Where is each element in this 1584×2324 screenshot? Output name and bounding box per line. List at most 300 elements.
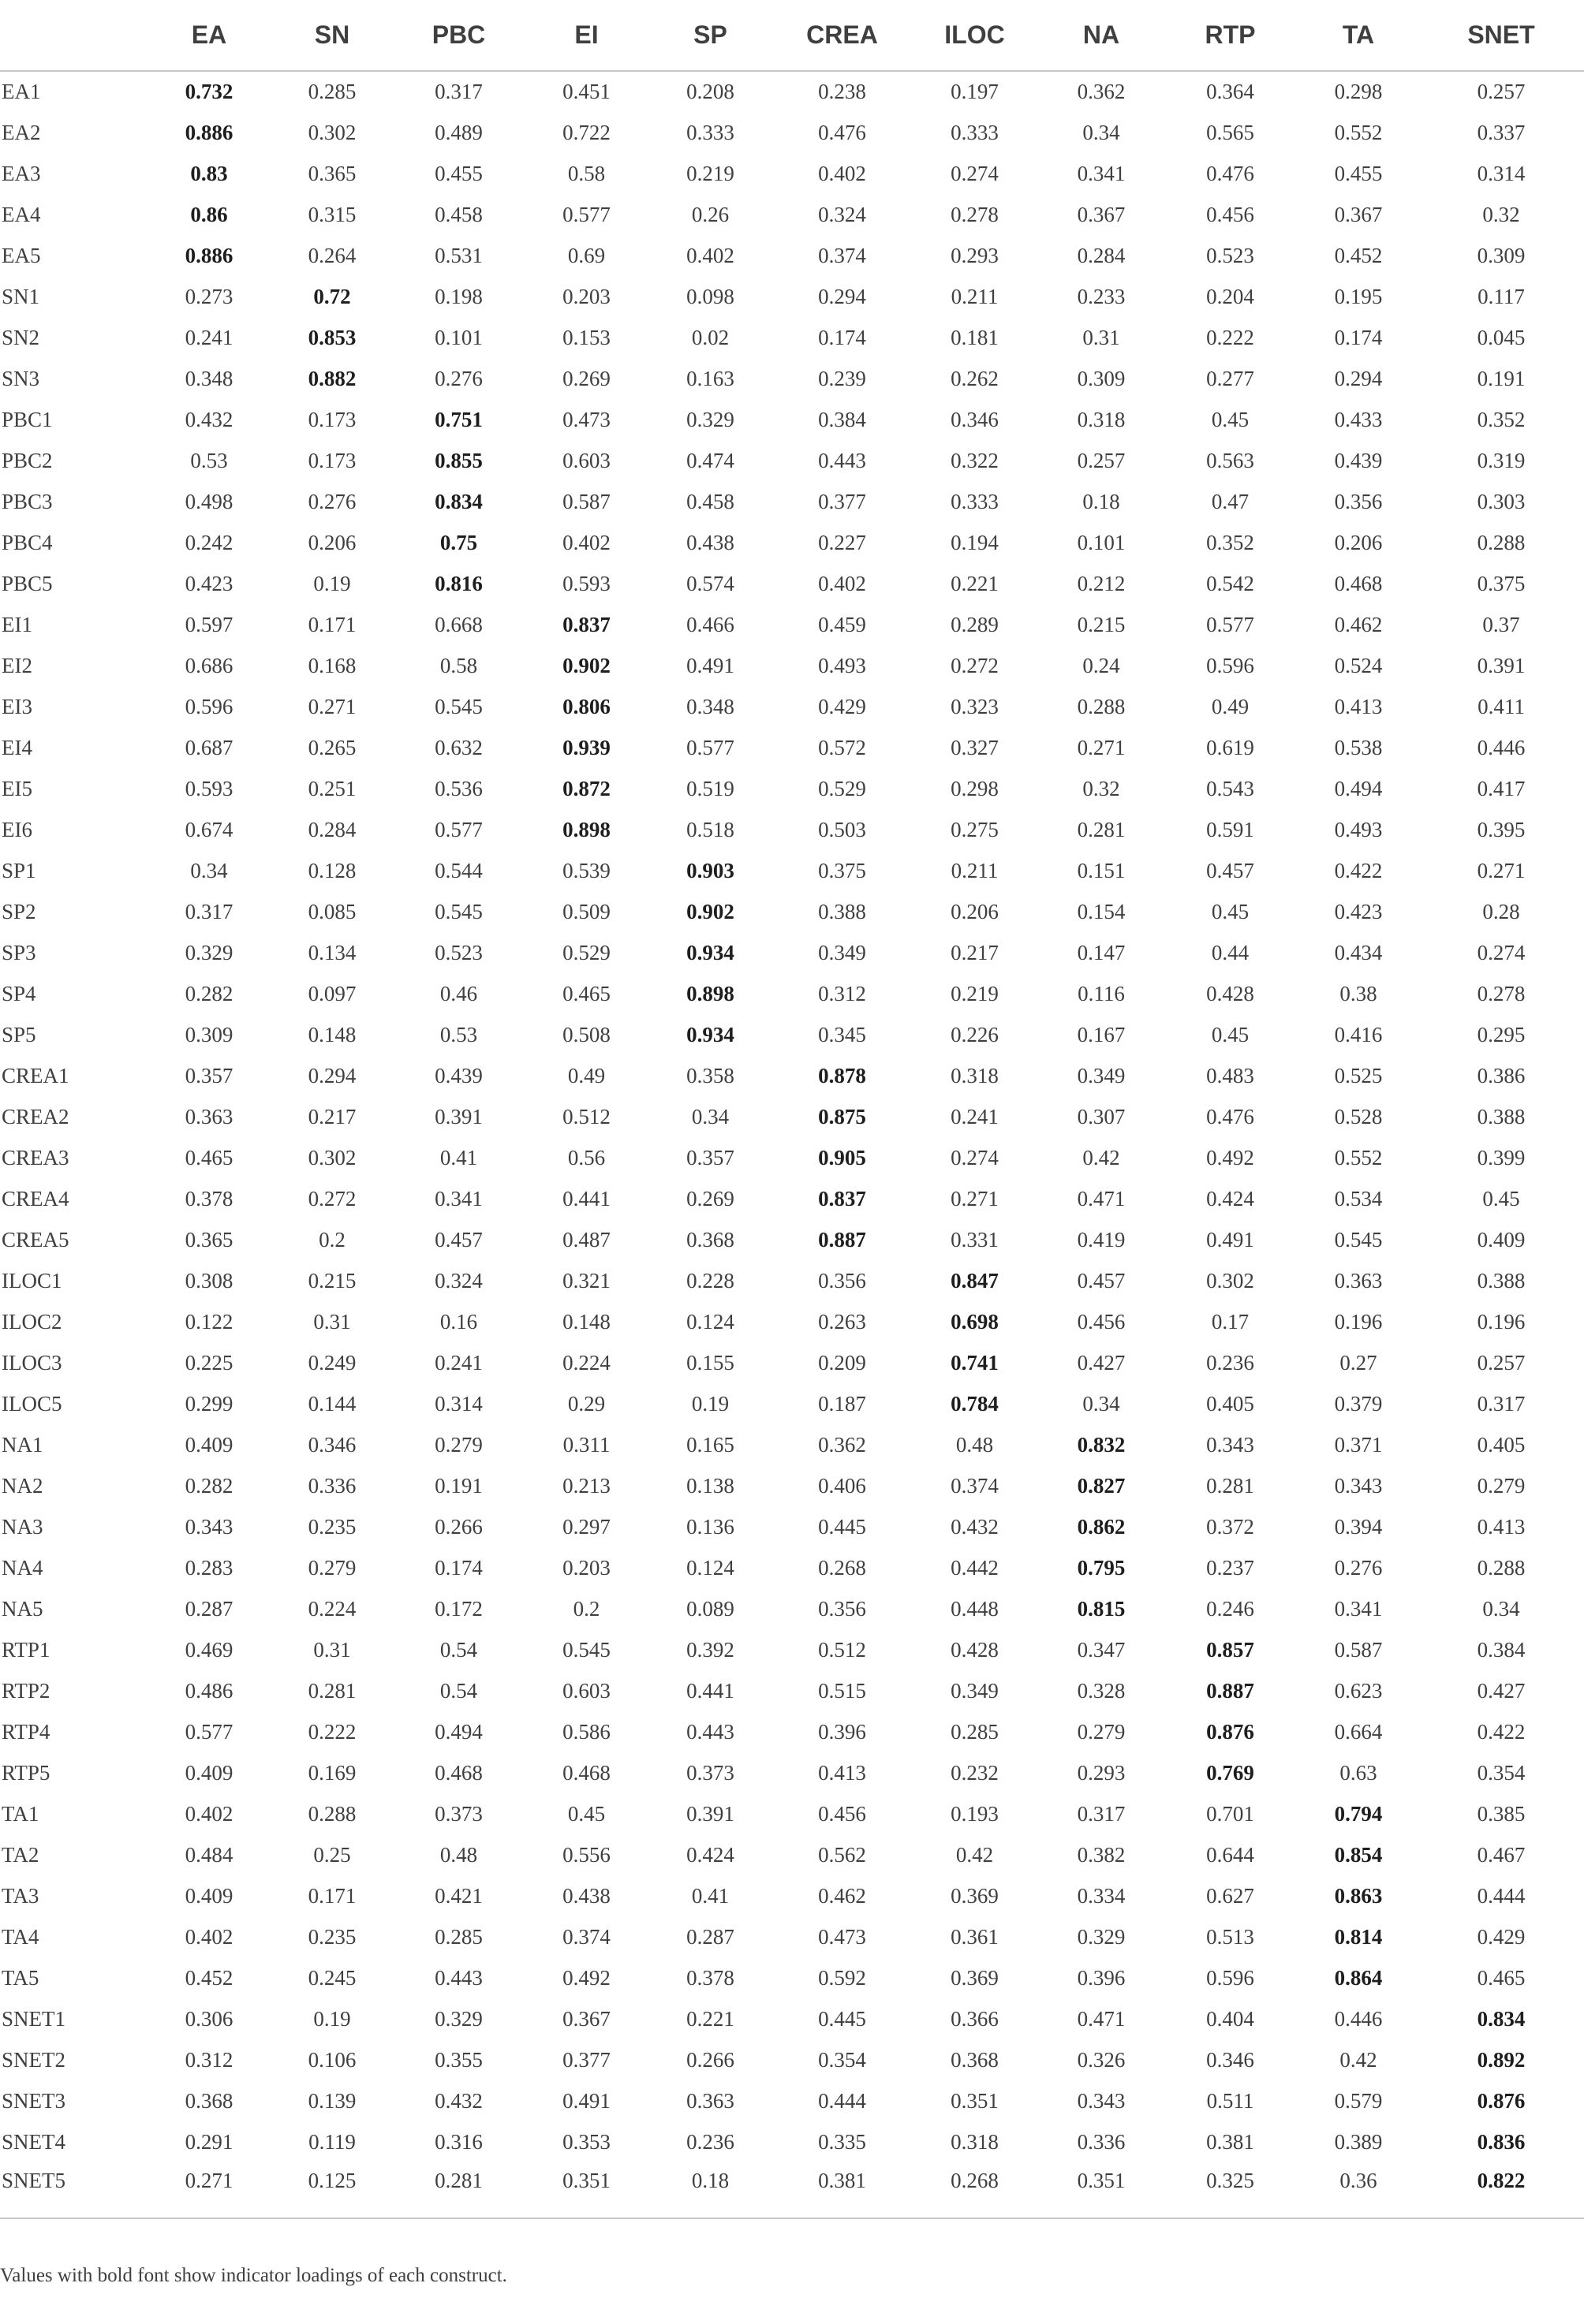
cross-loading-cell: 0.348 [185, 366, 233, 390]
cross-loading-cell: 0.491 [1206, 1227, 1254, 1252]
indicator-loading-cell: 0.784 [951, 1391, 999, 1416]
cross-loading-cell: 0.373 [435, 1801, 483, 1826]
cross-loading-cell: 0.249 [308, 1350, 357, 1375]
cross-loading-cell: 0.239 [818, 366, 866, 390]
table-row [0, 1424, 1584, 1465]
cross-loading-cell: 0.493 [1334, 817, 1383, 841]
cross-loading-cell: 0.287 [686, 1924, 734, 1949]
cross-loading-cell: 0.427 [1477, 1678, 1526, 1703]
table-row [0, 1547, 1584, 1588]
row-label: NA3 [2, 1514, 43, 1539]
cross-loading-cell: 0.579 [1334, 2088, 1383, 2113]
cross-loading-cell: 0.399 [1477, 1145, 1526, 1169]
table-row [0, 1670, 1584, 1711]
cross-loading-cell: 0.444 [1477, 1883, 1526, 1908]
cross-loading-cell: 0.251 [308, 776, 357, 800]
cross-loading-cell: 0.204 [1206, 284, 1254, 308]
cross-loading-cell: 0.352 [1477, 407, 1526, 431]
cross-loading-cell: 0.16 [439, 1309, 478, 1334]
cross-loading-cell: 0.045 [1477, 325, 1526, 349]
cross-loading-cell: 0.439 [1334, 448, 1383, 472]
indicator-loading-cell: 0.862 [1077, 1514, 1126, 1539]
cross-loading-cell: 0.364 [1206, 80, 1254, 103]
cross-loading-cell: 0.343 [185, 1514, 233, 1539]
cross-loading-cell: 0.356 [818, 1268, 866, 1293]
cross-loading-cell: 0.268 [818, 1555, 866, 1580]
cross-loading-cell: 0.379 [1334, 1391, 1383, 1416]
cross-loading-cell: 0.644 [1206, 1842, 1254, 1867]
row-label: SNET3 [2, 2088, 65, 2113]
cross-loading-cell: 0.552 [1334, 120, 1383, 144]
cross-loading-cell: 0.373 [686, 1760, 734, 1785]
cross-loading-cell: 0.311 [562, 1432, 611, 1457]
cross-loading-cell: 0.524 [1334, 653, 1383, 677]
cross-loading-cell: 0.236 [1206, 1350, 1254, 1375]
row-label: TA4 [2, 1924, 39, 1949]
cross-loading-cell: 0.318 [951, 2129, 999, 2154]
cross-loading-cell: 0.224 [562, 1350, 611, 1375]
cross-loading-cell: 0.32 [1082, 776, 1120, 800]
row-label: SN1 [2, 284, 40, 308]
cross-loading-cell: 0.577 [185, 1719, 233, 1744]
row-label: EI4 [2, 735, 32, 759]
cross-loading-cell: 0.317 [435, 80, 483, 103]
indicator-loading-cell: 0.837 [818, 1186, 866, 1210]
cross-loading-cell: 0.298 [951, 776, 999, 800]
cross-loading-cell: 0.577 [562, 202, 611, 226]
indicator-loading-cell: 0.887 [1206, 1678, 1254, 1703]
cross-loading-cell: 0.512 [818, 1637, 866, 1662]
cross-loading-cell: 0.375 [1477, 571, 1526, 595]
table-row [0, 317, 1584, 358]
cross-loading-cell: 0.168 [308, 653, 357, 677]
cross-loading-cell: 0.272 [951, 653, 999, 677]
cross-loading-cell: 0.333 [951, 120, 999, 144]
cross-loading-cell: 0.363 [686, 2088, 734, 2113]
cross-loading-cell: 0.333 [951, 489, 999, 513]
cross-loading-cell: 0.278 [951, 202, 999, 226]
cross-loading-cell: 0.263 [818, 1309, 866, 1334]
cross-loading-cell: 0.448 [951, 1596, 999, 1621]
cross-loading-cell: 0.34 [190, 858, 228, 882]
cross-loading-cell: 0.353 [562, 2129, 611, 2154]
cross-loading-cell: 0.574 [686, 571, 734, 595]
cross-loading-cell: 0.38 [1339, 981, 1377, 1005]
cross-loading-cell: 0.271 [1477, 858, 1526, 882]
row-label: SP3 [2, 940, 36, 964]
cross-loading-cell: 0.281 [1077, 817, 1126, 841]
cross-loading-cell: 0.484 [185, 1842, 233, 1867]
cross-loading-cell: 0.317 [1477, 1391, 1526, 1416]
cross-loading-cell: 0.409 [1477, 1227, 1526, 1252]
cross-loading-cell: 0.41 [439, 1145, 478, 1169]
cross-loading-cell: 0.203 [562, 1555, 611, 1580]
cross-loading-cell: 0.298 [1334, 80, 1383, 103]
cross-loading-cell: 0.349 [951, 1678, 999, 1703]
cross-loading-cell: 0.122 [185, 1309, 233, 1334]
cross-loading-cell: 0.363 [185, 1104, 233, 1128]
cross-loading-cell: 0.384 [818, 407, 866, 431]
table-row [0, 768, 1584, 809]
cross-loading-cell: 0.466 [686, 612, 734, 636]
cross-loading-cell: 0.468 [1334, 571, 1383, 595]
cross-loading-cell: 0.592 [818, 1965, 866, 1990]
cross-loading-cell: 0.603 [562, 1678, 611, 1703]
cross-loading-cell: 0.374 [818, 243, 866, 267]
cross-loading-cell: 0.18 [1082, 489, 1120, 513]
row-label: CREA3 [2, 1145, 69, 1169]
cross-loading-cell: 0.47 [1211, 489, 1250, 513]
cross-loading-cell: 0.271 [308, 694, 357, 718]
cross-loading-cell: 0.273 [185, 284, 233, 308]
cross-loading-cell: 0.355 [435, 2047, 483, 2072]
cross-loading-cell: 0.154 [1077, 899, 1126, 923]
cross-loading-cell: 0.381 [818, 2168, 866, 2192]
cross-loading-cell: 0.276 [1334, 1555, 1383, 1580]
cross-loading-cell: 0.187 [818, 1391, 866, 1416]
cross-loading-cell: 0.442 [951, 1555, 999, 1580]
cross-loading-cell: 0.18 [691, 2168, 730, 2192]
cross-loading-cell: 0.452 [1334, 243, 1383, 267]
cross-loading-cell: 0.623 [1334, 1678, 1383, 1703]
cross-loading-cell: 0.314 [435, 1391, 483, 1416]
row-label: EA1 [2, 80, 41, 103]
cross-loading-cell: 0.529 [818, 776, 866, 800]
cross-loading-cell: 0.246 [1206, 1596, 1254, 1621]
cross-loading-cell: 0.285 [435, 1924, 483, 1949]
column-header-crea: CREA [775, 0, 909, 71]
cross-loading-cell: 0.531 [435, 243, 483, 267]
cross-loading-cell: 0.36 [1339, 2168, 1377, 2192]
cross-loading-cell: 0.193 [951, 1801, 999, 1826]
row-label: EI3 [2, 694, 32, 718]
cross-loading-cell: 0.17 [1211, 1309, 1250, 1334]
cross-loading-cell: 0.333 [686, 120, 734, 144]
cross-loading-cell: 0.446 [1334, 2006, 1383, 2031]
cross-loading-cell: 0.297 [562, 1514, 611, 1539]
cross-loading-cell: 0.101 [435, 325, 483, 349]
cross-loading-cell: 0.237 [1206, 1555, 1254, 1580]
cross-loading-cell: 0.445 [818, 2006, 866, 2031]
cross-loading-cell: 0.299 [185, 1391, 233, 1416]
cross-loading-cell: 0.219 [686, 161, 734, 185]
cross-loading-cell: 0.458 [435, 202, 483, 226]
column-header-pbc: PBC [390, 0, 528, 71]
cross-loading-cell: 0.511 [1206, 2088, 1254, 2113]
cross-loading-cell: 0.596 [185, 694, 233, 718]
cross-loading-cell: 0.577 [1206, 612, 1254, 636]
cross-loading-cell: 0.24 [1082, 653, 1120, 677]
cross-loading-cell: 0.098 [686, 284, 734, 308]
indicator-loading-cell: 0.814 [1334, 1924, 1383, 1949]
indicator-loading-cell: 0.822 [1477, 2168, 1526, 2192]
cross-loading-cell: 0.262 [951, 366, 999, 390]
indicator-loading-cell: 0.815 [1077, 1596, 1126, 1621]
cross-loading-cell: 0.423 [1334, 899, 1383, 923]
cross-loading-cell: 0.341 [435, 1186, 483, 1210]
cross-loading-cell: 0.203 [562, 284, 611, 308]
cross-loading-cell: 0.221 [686, 2006, 734, 2031]
cross-loading-cell: 0.327 [951, 735, 999, 759]
row-label: RTP2 [2, 1678, 50, 1703]
cross-loading-cell: 0.172 [435, 1596, 483, 1621]
table-row [0, 153, 1584, 194]
cross-loading-cell: 0.315 [308, 202, 357, 226]
cross-loading-cell: 0.174 [435, 1555, 483, 1580]
table-row [0, 1342, 1584, 1383]
column-header-na: NA [1040, 0, 1162, 71]
cross-loading-cell: 0.462 [1334, 612, 1383, 636]
cross-loading-cell: 0.503 [818, 817, 866, 841]
cross-loading-cell: 0.377 [562, 2047, 611, 2072]
cross-loading-cell: 0.534 [1334, 1186, 1383, 1210]
cross-loading-cell: 0.428 [1206, 981, 1254, 1005]
cross-loading-cell: 0.285 [308, 80, 357, 103]
cross-loading-cell: 0.321 [562, 1268, 611, 1293]
header-row [0, 0, 1584, 71]
cross-loading-cell: 0.417 [1477, 776, 1526, 800]
cross-loading-cell: 0.128 [308, 858, 357, 882]
cross-loading-cell: 0.402 [185, 1924, 233, 1949]
cross-loading-cell: 0.228 [686, 1268, 734, 1293]
cross-loading-cell: 0.357 [185, 1063, 233, 1087]
indicator-loading-cell: 0.886 [185, 243, 233, 267]
cross-loading-cell: 0.356 [1334, 489, 1383, 513]
indicator-loading-cell: 0.878 [818, 1063, 866, 1087]
cross-loading-cell: 0.206 [951, 899, 999, 923]
cross-loading-cell: 0.424 [1206, 1186, 1254, 1210]
cross-loading-cell: 0.462 [818, 1883, 866, 1908]
row-label: SP5 [2, 1022, 36, 1046]
cross-loading-cell: 0.456 [818, 1801, 866, 1826]
cross-loading-cell: 0.42 [1082, 1145, 1120, 1169]
cross-loading-cell: 0.474 [686, 448, 734, 472]
row-label: CREA5 [2, 1227, 69, 1252]
cross-loading-cell: 0.171 [308, 612, 357, 636]
cross-loading-cell: 0.196 [1334, 1309, 1383, 1334]
indicator-loading-cell: 0.86 [190, 202, 228, 226]
cross-loading-cell: 0.596 [1206, 1965, 1254, 1990]
cross-loading-cell: 0.02 [691, 325, 730, 349]
cross-loading-cell: 0.542 [1206, 571, 1254, 595]
cross-loading-cell: 0.388 [1477, 1268, 1526, 1293]
cross-loading-cell: 0.445 [818, 1514, 866, 1539]
cross-loading-cell: 0.346 [1206, 2047, 1254, 2072]
cross-loading-cell: 0.276 [435, 366, 483, 390]
cross-loading-cell: 0.369 [951, 1883, 999, 1908]
cross-loading-cell: 0.206 [308, 530, 357, 554]
cross-loading-cell: 0.518 [686, 817, 734, 841]
cross-loading-cell: 0.56 [567, 1145, 606, 1169]
cross-loading-cell: 0.596 [1206, 653, 1254, 677]
cross-loading-cell: 0.279 [1477, 1473, 1526, 1498]
table-row [0, 235, 1584, 276]
indicator-loading-cell: 0.769 [1206, 1760, 1254, 1785]
cross-loading-cell: 0.271 [185, 2168, 233, 2192]
indicator-loading-cell: 0.902 [686, 899, 734, 923]
cross-loading-cell: 0.545 [435, 899, 483, 923]
table-footnote: Values with bold font show indicator loadings of each construct. [0, 2265, 507, 2286]
row-label: CREA2 [2, 1104, 69, 1128]
cross-loading-cell: 0.41 [691, 1883, 730, 1908]
cross-loading-cell: 0.391 [1477, 653, 1526, 677]
cross-loading-cell: 0.303 [1477, 489, 1526, 513]
cross-loading-cell: 0.331 [951, 1227, 999, 1252]
cross-loading-cell: 0.722 [562, 120, 611, 144]
table-row [0, 1875, 1584, 1916]
cross-loading-cell: 0.324 [435, 1268, 483, 1293]
row-label: ILOC3 [2, 1350, 62, 1375]
row-label: EI5 [2, 776, 32, 800]
cross-loading-cell: 0.356 [818, 1596, 866, 1621]
indicator-loading-cell: 0.905 [818, 1145, 866, 1169]
cross-loading-cell: 0.283 [185, 1555, 233, 1580]
cross-loading-cell: 0.224 [308, 1596, 357, 1621]
table-row [0, 850, 1584, 891]
cross-loading-cell: 0.565 [1206, 120, 1254, 144]
cross-loading-cell: 0.272 [308, 1186, 357, 1210]
column-header-ei: EI [528, 0, 645, 71]
cross-loading-cell: 0.148 [308, 1022, 357, 1046]
cross-loading-cell: 0.19 [313, 2006, 351, 2031]
cross-loading-cell: 0.366 [951, 2006, 999, 2031]
cross-loading-cell: 0.209 [818, 1350, 866, 1375]
cross-loading-cell: 0.191 [435, 1473, 483, 1498]
table-row [0, 1752, 1584, 1793]
cross-loading-cell: 0.341 [1077, 161, 1126, 185]
cross-loading-cell: 0.312 [185, 2047, 233, 2072]
cross-loading-cell: 0.167 [1077, 1022, 1126, 1046]
cross-loading-cell: 0.53 [190, 448, 228, 472]
cross-loading-cell: 0.377 [818, 489, 866, 513]
row-label: ILOC5 [2, 1391, 62, 1416]
cross-loading-cell: 0.49 [567, 1063, 606, 1087]
cross-loading-cell: 0.309 [185, 1022, 233, 1046]
row-label: SN3 [2, 366, 40, 390]
cross-loading-cell: 0.274 [951, 161, 999, 185]
cross-loading-cell: 0.089 [686, 1596, 734, 1621]
cross-loading-cell: 0.492 [562, 1965, 611, 1990]
indicator-loading-cell: 0.886 [185, 120, 233, 144]
cross-loading-cell: 0.288 [1477, 1555, 1526, 1580]
cross-loading-cell: 0.265 [308, 735, 357, 759]
cross-loading-cell: 0.212 [1077, 571, 1126, 595]
cross-loading-cell: 0.266 [686, 2047, 734, 2072]
cross-loading-cell: 0.523 [435, 940, 483, 964]
cross-loading-cell: 0.274 [951, 1145, 999, 1169]
indicator-loading-cell: 0.875 [818, 1104, 866, 1128]
row-label: PBC3 [2, 489, 53, 513]
indicator-loading-cell: 0.854 [1334, 1842, 1383, 1867]
cross-loading-cell: 0.125 [308, 2168, 357, 2192]
cross-loading-cell: 0.389 [1334, 2129, 1383, 2154]
cross-loading-cell: 0.457 [1206, 858, 1254, 882]
cross-loading-cell: 0.543 [1206, 776, 1254, 800]
cross-loading-cell: 0.508 [562, 1022, 611, 1046]
cross-loading-cell: 0.153 [562, 325, 611, 349]
cross-loading-cell: 0.097 [308, 981, 357, 1005]
table-row [0, 563, 1584, 604]
cross-loading-cell: 0.174 [1334, 325, 1383, 349]
row-label: TA5 [2, 1965, 39, 1990]
cross-loading-cell: 0.241 [185, 325, 233, 349]
cross-loading-cell: 0.293 [951, 243, 999, 267]
cross-loading-cell: 0.215 [308, 1268, 357, 1293]
cross-loading-cell: 0.457 [435, 1227, 483, 1252]
cross-loading-cell: 0.26 [691, 202, 730, 226]
row-label: EA4 [2, 202, 41, 226]
cross-loading-cell: 0.368 [185, 2088, 233, 2113]
cross-loading-cell: 0.487 [562, 1227, 611, 1252]
table-row [0, 1916, 1584, 1957]
cross-loading-cell: 0.424 [686, 1842, 734, 1867]
cross-loading-cell: 0.245 [308, 1965, 357, 1990]
cross-loading-cell: 0.515 [818, 1678, 866, 1703]
cross-loading-cell: 0.276 [308, 489, 357, 513]
cross-loading-cell: 0.348 [686, 694, 734, 718]
table-row [0, 1260, 1584, 1301]
cross-loading-cell: 0.432 [435, 2088, 483, 2113]
cross-loading-cell: 0.155 [686, 1350, 734, 1375]
cross-loading-cell: 0.349 [818, 940, 866, 964]
cross-loading-cell: 0.457 [1077, 1268, 1126, 1293]
cross-loading-cell: 0.429 [1477, 1924, 1526, 1949]
cross-loading-cell: 0.476 [1206, 161, 1254, 185]
cross-loading-cell: 0.429 [818, 694, 866, 718]
cross-loading-cell: 0.309 [1077, 366, 1126, 390]
cross-loading-cell: 0.469 [185, 1637, 233, 1662]
cross-loading-cell: 0.322 [951, 448, 999, 472]
table-row [0, 1178, 1584, 1219]
cross-loading-cell: 0.528 [1334, 1104, 1383, 1128]
cross-loading-cell: 0.471 [1077, 1186, 1126, 1210]
column-header-rtp: RTP [1162, 0, 1298, 71]
table-row [0, 2162, 1584, 2203]
indicator-loading-cell: 0.864 [1334, 1965, 1383, 1990]
cross-loading-cell: 0.395 [1477, 817, 1526, 841]
cross-loading-cell: 0.545 [562, 1637, 611, 1662]
table-row [0, 1506, 1584, 1547]
indicator-loading-cell: 0.855 [435, 448, 483, 472]
cross-loading-cell: 0.325 [1206, 2168, 1254, 2192]
cross-loading-cell: 0.632 [435, 735, 483, 759]
cross-loading-cell: 0.284 [1077, 243, 1126, 267]
cross-loading-cell: 0.512 [562, 1104, 611, 1128]
cross-loading-cell: 0.489 [435, 120, 483, 144]
table-row [0, 112, 1584, 153]
indicator-loading-cell: 0.902 [562, 653, 611, 677]
cross-loading-cell: 0.19 [313, 571, 351, 595]
cross-loading-cell: 0.467 [1477, 1842, 1526, 1867]
cross-loading-cell: 0.278 [1477, 981, 1526, 1005]
cross-loading-cell: 0.545 [1334, 1227, 1383, 1252]
indicator-loading-cell: 0.847 [951, 1268, 999, 1293]
row-label: PBC5 [2, 571, 53, 595]
cross-loading-cell: 0.222 [308, 1719, 357, 1744]
cross-loading-cell: 0.211 [951, 858, 999, 882]
cross-loading-cell: 0.134 [308, 940, 357, 964]
cross-loading-cell: 0.402 [185, 1801, 233, 1826]
table-row [0, 1137, 1584, 1178]
table-row [0, 71, 1584, 112]
table-row [0, 399, 1584, 440]
cross-loading-cell: 0.191 [1477, 366, 1526, 390]
cross-loading-cell: 0.441 [562, 1186, 611, 1210]
row-label: ILOC2 [2, 1309, 62, 1334]
cross-loading-cell: 0.349 [1077, 1063, 1126, 1087]
cross-loading-cell: 0.456 [1206, 202, 1254, 226]
cross-loading-cell: 0.318 [1077, 407, 1126, 431]
